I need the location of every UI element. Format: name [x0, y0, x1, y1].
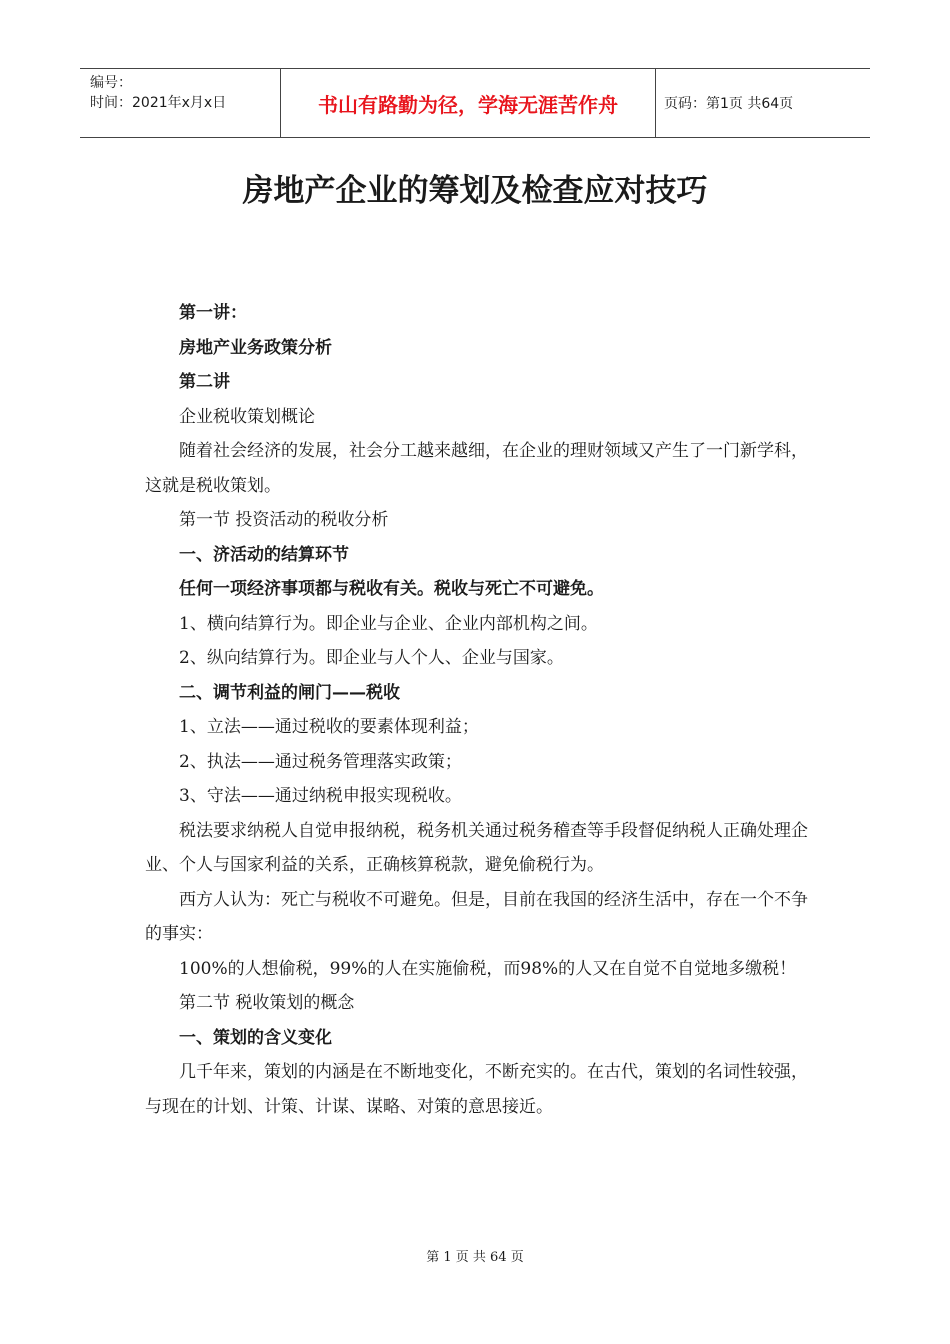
- paragraph: 1、横向结算行为。即企业与企业、企业内部机构之间。: [179, 613, 598, 634]
- paragraph: 一、策划的含义变化: [179, 1027, 332, 1048]
- paragraph: 第二讲: [179, 372, 230, 392]
- document-body: [145, 296, 810, 1124]
- paragraph: 2、纵向结算行为。即企业与人个人、企业与国家。: [179, 648, 564, 668]
- paragraph: 一、济活动的结算环节: [179, 544, 349, 565]
- header-page-info: 页码：第1页 共64页: [664, 96, 794, 112]
- paragraph: 1、立法——通过税收的要素体现利益；: [179, 717, 479, 737]
- page-footer: 第 1 页 共 64 页: [426, 1250, 524, 1265]
- paragraph: 2、执法——通过税务管理落实政策；: [179, 751, 462, 772]
- paragraph: 税法要求纳税人自觉申报纳税，税务机关通过税务稽查等手段督促纳税人正确处理企业、个人与国家利益的关系，正确核算税款，避免偷税行为。: [145, 820, 808, 875]
- header-meta-cell: [80, 69, 280, 137]
- paragraph: 第一讲：: [179, 303, 247, 323]
- paragraph: 第二节 税收策划的概念: [179, 993, 355, 1013]
- paragraph: 二、调节利益的闸门——税收: [179, 682, 400, 703]
- document-title: 房地产企业的筹划及检查应对技巧: [242, 173, 708, 209]
- time-label: 时间：2021年x月x日: [90, 95, 227, 111]
- paragraph: 随着社会经济的发展，社会分工越来越细，在企业的理财领域又产生了一门新学科，这就是税收策划。: [145, 441, 808, 496]
- header-motto: 书山有路勤为径，学海无涯苦作舟: [280, 69, 656, 137]
- paragraph: 3、守法——通过纳税申报实现税收。: [179, 786, 462, 806]
- number-label: 编号：: [90, 75, 132, 91]
- paragraph: 100%的人想偷税，99%的人在实施偷税，而98%的人又在自觉不自觉地多缴税！: [179, 958, 797, 979]
- paragraph: 第一节 投资活动的税收分析: [179, 510, 389, 530]
- paragraph: 企业税收策划概论: [179, 406, 315, 427]
- paragraph: 任何一项经济事项都与税收有关。税收与死亡不可避免。: [179, 579, 604, 599]
- document-header-table: [80, 68, 870, 138]
- paragraph: 西方人认为：死亡与税收不可避免。但是，目前在我国的经济生活中，存在一个不争的事实：: [145, 889, 808, 944]
- paragraph: 几千年来，策划的内涵是在不断地变化，不断充实的。在古代，策划的名词性较强，与现在的计划、计策、计谋、谋略、对策的意思接近。: [145, 1062, 808, 1117]
- paragraph: 房地产业务政策分析: [179, 337, 332, 358]
